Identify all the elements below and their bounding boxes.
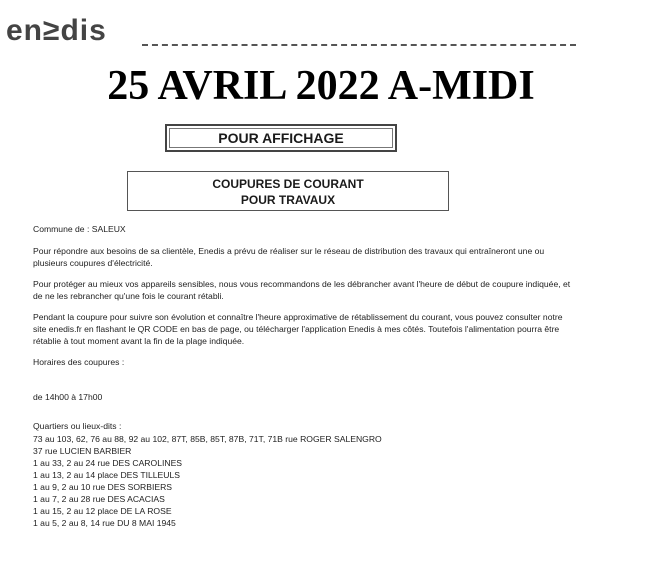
quartiers-label: Quartiers ou lieux-dits : <box>33 421 122 431</box>
list-item: 1 au 7, 2 au 28 rue DES ACACIAS <box>33 494 165 504</box>
list-item: 73 au 103, 62, 76 au 88, 92 au 102, 87T, 85B, 85T, 87B, 71T, 71B rue ROGER SALENGRO <box>33 434 382 444</box>
commune-label: Commune de : SALEUX <box>33 224 126 234</box>
coupures-title-line1: COUPURES DE COURANT <box>212 177 364 191</box>
list-item: 1 au 15, 2 au 12 place DE LA ROSE <box>33 506 172 516</box>
intro-paragraph: Pour répondre aux besoins de sa clientèle, Enedis a prévu de réaliser sur le réseau de distribution des travaux qui entraîneront une ou plusieurs coupures d'électricité. <box>33 246 545 268</box>
quartiers-list <box>33 433 573 529</box>
list-item: 37 rue LUCIEN BARBIER <box>33 446 132 456</box>
enedis-logo: en≥dis <box>6 14 107 47</box>
horaire-value: de 14h00 à 17h00 <box>33 392 103 402</box>
affichage-label: POUR AFFICHAGE <box>169 128 393 148</box>
coupures-box <box>127 171 449 211</box>
list-item: 1 au 13, 2 au 14 place DES TILLEULS <box>33 470 180 480</box>
list-item: 1 au 5, 2 au 8, 14 rue DU 8 MAI 1945 <box>33 518 176 528</box>
protection-paragraph: Pour protéger au mieux vos appareils sensibles, nous vous recommandons de les débrancher avant l'heure de début de coupure indiquée, et de ne les rebrancher qu'une fois le courant rétabli. <box>33 279 571 301</box>
coupures-title-line2: POUR TRAVAUX <box>240 193 336 207</box>
list-item: 1 au 9, 2 au 10 rue DES SORBIERS <box>33 482 173 492</box>
header-rule <box>142 44 576 46</box>
affichage-box <box>165 124 397 152</box>
list-item: 1 au 33, 2 au 24 rue DES CAROLINES <box>33 458 183 468</box>
horaires-label: Horaires des coupures : <box>33 357 125 367</box>
suivi-paragraph: Pendant la coupure pour suivre son évolution et connaître l'heure approximative de rétablissement du courant, vous pouvez consulter notre site enedis.fr en flashant le QR CODE en bas de page, ou télécharger l'application Enedis à mes côtés. Toutefois l'alimentation pourra être rétablie à tout moment avant la fin de la plage indiquée. <box>33 312 563 346</box>
date-headline: 25 AVRIL 2022 A-MIDI <box>107 63 535 109</box>
